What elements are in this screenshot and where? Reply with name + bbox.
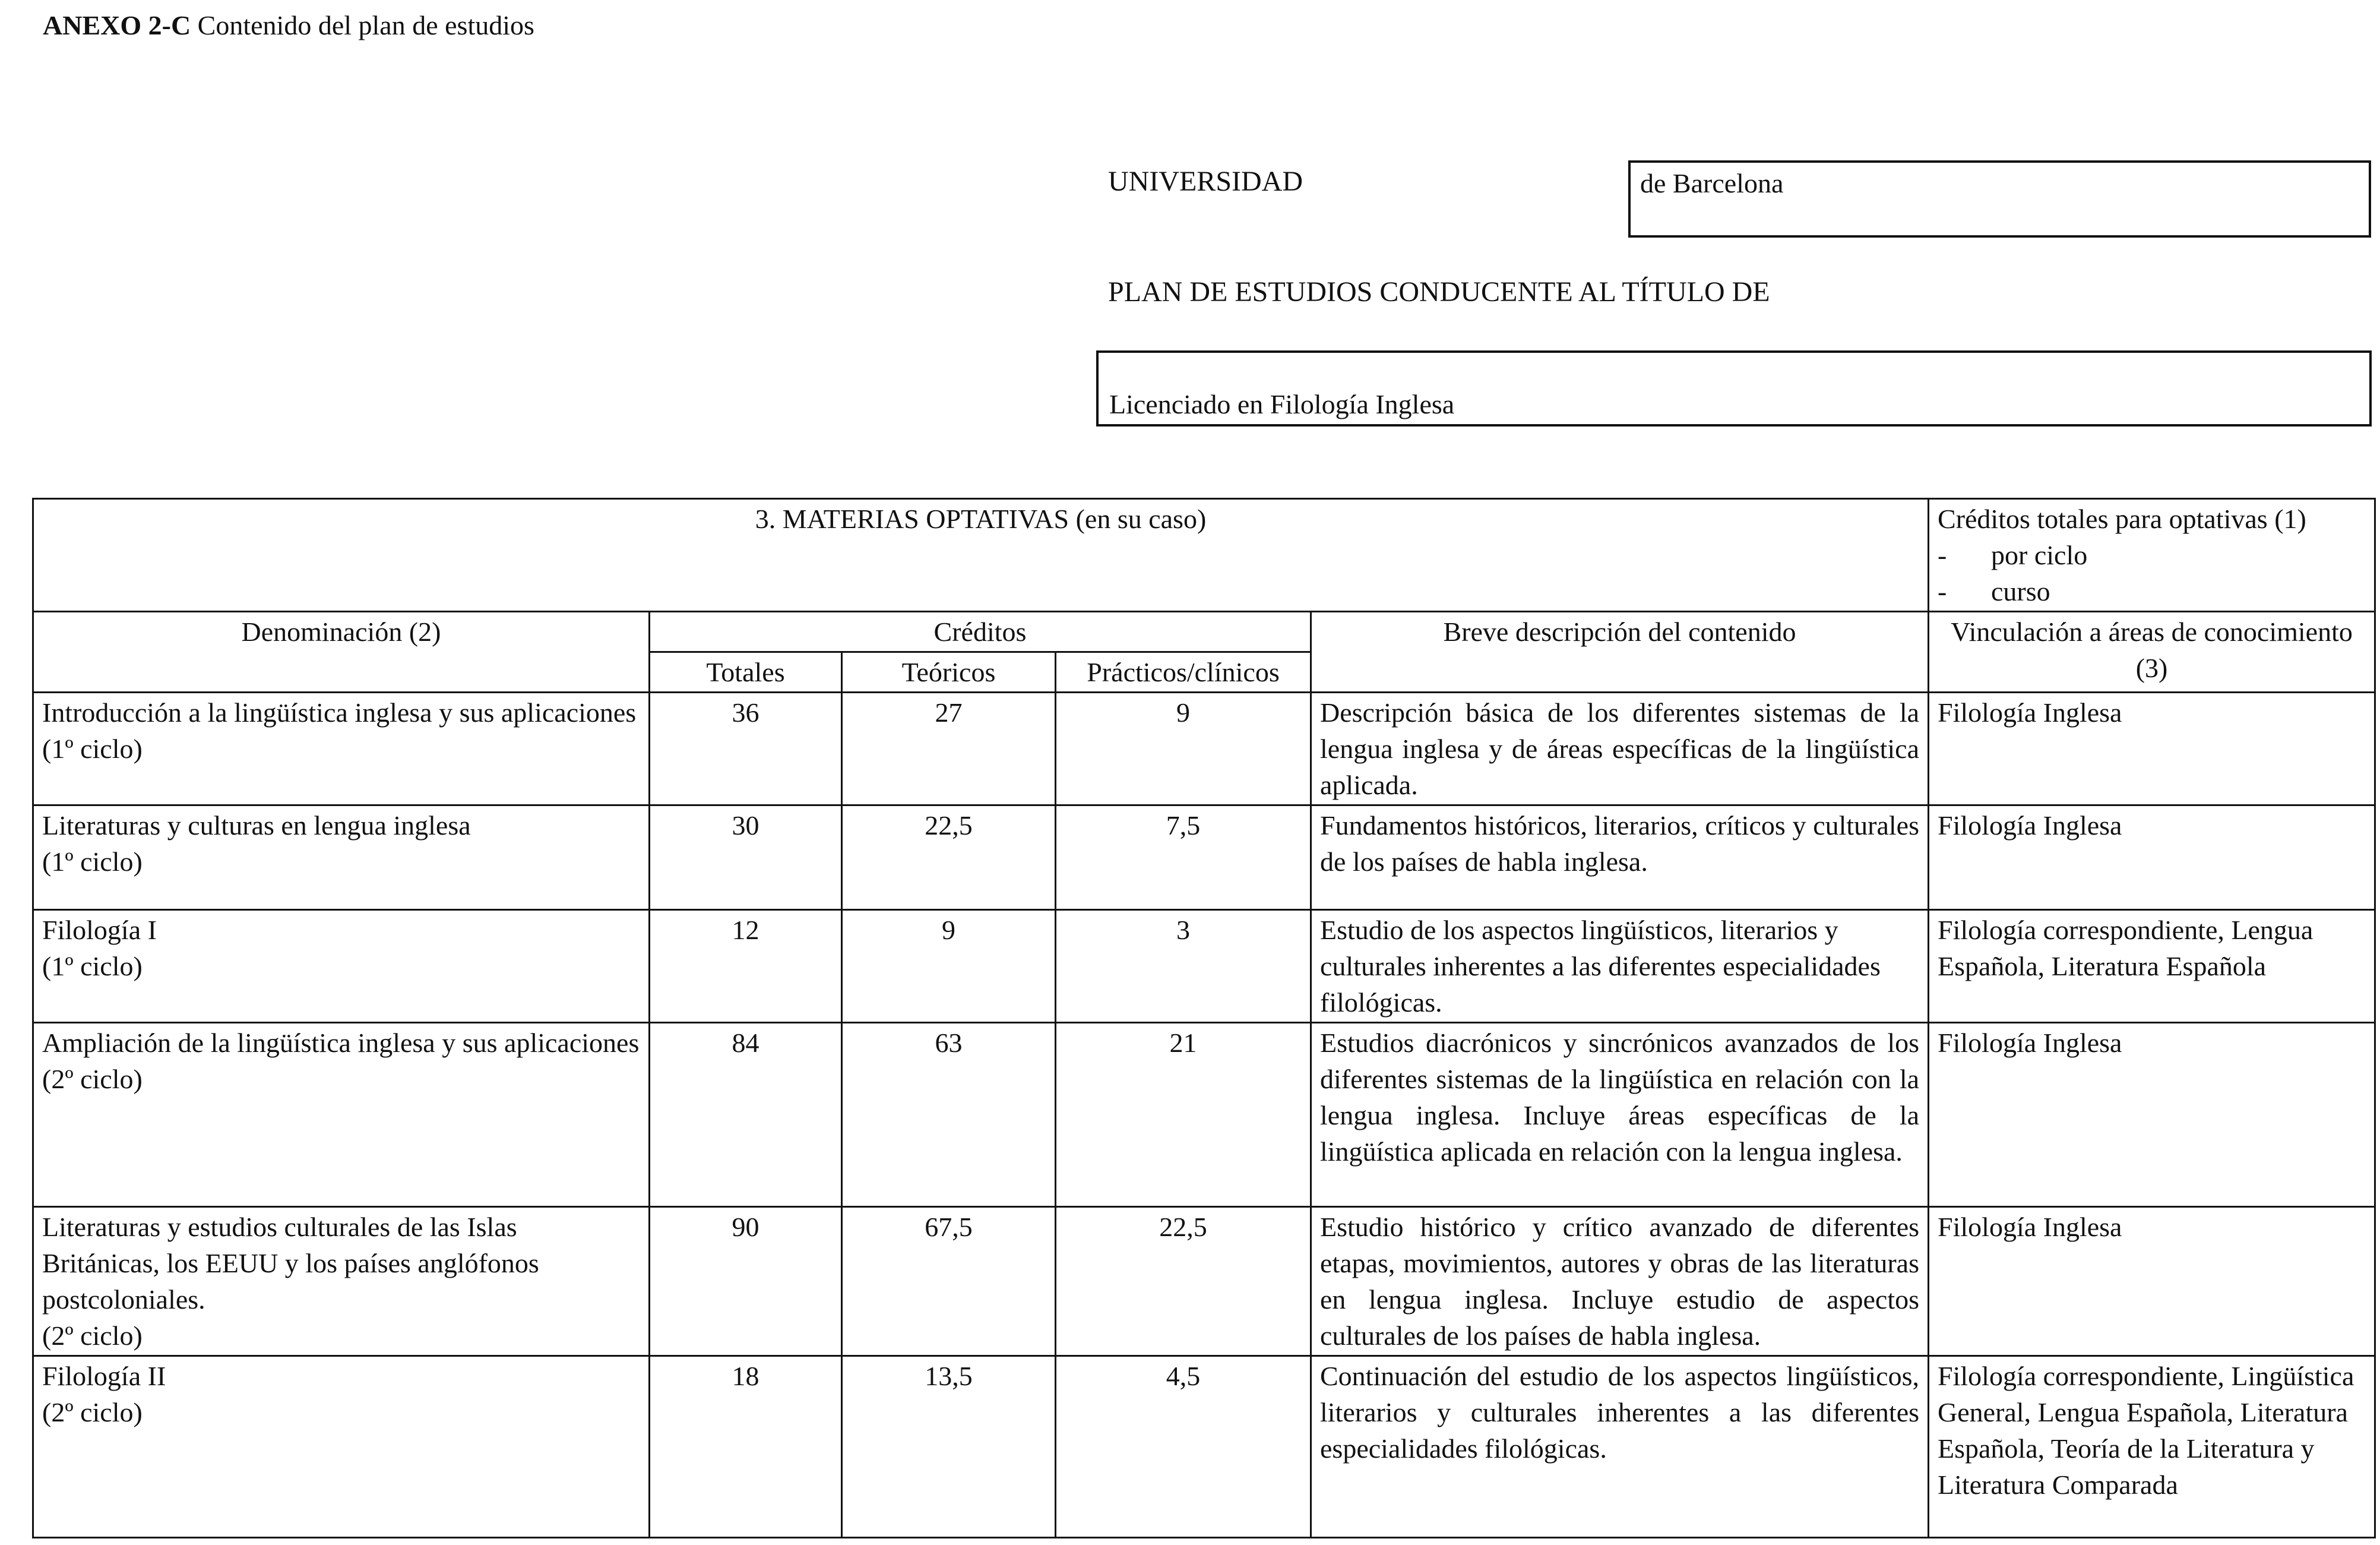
subject-cycle: (2º ciclo)	[42, 1320, 143, 1351]
subject-name-cell	[33, 805, 650, 910]
credits-teoricos: 67,5	[842, 1207, 1056, 1356]
credits-teoricos: 9	[842, 910, 1056, 1023]
credits-practicos: 22,5	[1056, 1207, 1311, 1356]
credits-totales: 18	[650, 1356, 842, 1538]
subject-description: Estudio histórico y crítico avanzado de diferentes etapas, movimientos, autores y obras de las literaturas en lengua inglesa. Incluye estudio de aspectos culturales de los países de habla inglesa.	[1311, 1207, 1929, 1356]
university-label: UNIVERSIDAD	[1108, 166, 1303, 197]
subject-description: Descripción básica de los diferentes sistemas de la lengua inglesa y de áreas específicas de la lingüística aplicada.	[1311, 693, 1929, 805]
col-header-creditos: Créditos	[650, 612, 1311, 652]
credits-total-cell	[1929, 499, 2375, 612]
subject-name: Literaturas y estudios culturales de las Islas Británicas, los EEUU y los países anglófonos postcoloniales.	[42, 1212, 539, 1315]
credits-teoricos: 13,5	[842, 1356, 1056, 1538]
university-field	[1628, 160, 2371, 238]
subject-description: Continuación del estudio de los aspectos lingüísticos, literarios y culturales inherentes a las diferentes especialidades filológicas.	[1311, 1356, 1929, 1538]
credits-total-list	[1938, 537, 2366, 609]
credits-practicos: 21	[1056, 1023, 1311, 1207]
subject-name-cell	[33, 910, 650, 1023]
subject-name-cell	[33, 1207, 650, 1356]
col-header-practicos: Prácticos/clínicos	[1056, 652, 1311, 693]
subject-name: Ampliación de la lingüística inglesa y sus aplicaciones	[42, 1028, 640, 1058]
subject-areas: Filología Inglesa	[1929, 805, 2375, 910]
subject-name: Filología I	[42, 915, 157, 945]
table-row	[33, 910, 2375, 1023]
subject-name-cell	[33, 1356, 650, 1538]
subject-description: Estudio de los aspectos lingüísticos, literarios y culturales inherentes a las diferentes especialidades filológicas.	[1311, 910, 1929, 1023]
header-row-1	[33, 612, 2375, 652]
table-row	[33, 1356, 2375, 1538]
subject-name-cell	[33, 1023, 650, 1207]
credits-total-label: Créditos totales para optativas (1)	[1938, 504, 2306, 534]
annex-code: ANEXO 2-C	[43, 10, 191, 40]
credits-teoricos: 63	[842, 1023, 1056, 1207]
subject-name-cell	[33, 693, 650, 805]
credits-practicos: 9	[1056, 693, 1311, 805]
subject-areas: Filología Inglesa	[1929, 1207, 2375, 1356]
subject-areas: Filología correspondiente, Lingüística General, Lengua Española, Literatura Española, Teoría de la Literatura y Literatura Comparada	[1929, 1356, 2375, 1538]
table-title-row	[33, 499, 2375, 612]
annex-heading	[43, 10, 534, 41]
subject-areas: Filología Inglesa	[1929, 693, 2375, 805]
col-header-denominacion: Denominación (2)	[33, 612, 650, 693]
col-header-teoricos: Teóricos	[842, 652, 1056, 693]
degree-value: Licenciado en Filología Inglesa	[1109, 389, 1455, 419]
optional-subjects-table	[32, 498, 2376, 1538]
subject-cycle: (1º ciclo)	[42, 846, 143, 877]
subject-cycle: (2º ciclo)	[42, 1064, 143, 1094]
credits-totales: 36	[650, 693, 842, 805]
credits-per-cycle: por ciclo	[1991, 540, 2088, 570]
subject-cycle: (1º ciclo)	[42, 734, 143, 764]
table-row	[33, 1023, 2375, 1207]
table-row	[33, 1207, 2375, 1356]
subject-name: Literaturas y culturas en lengua inglesa	[42, 810, 471, 841]
table-row	[33, 805, 2375, 910]
col-header-vinculacion: Vinculación a áreas de conocimiento (3)	[1929, 612, 2375, 693]
subject-areas: Filología correspondiente, Lengua Española, Literatura Española	[1929, 910, 2375, 1023]
subject-description: Estudios diacrónicos y sincrónicos avanzados de los diferentes sistemas de la lingüística en relación con la lengua inglesa. Incluye áreas específicas de la lingüística aplicada en relación con la lengua inglesa.	[1311, 1023, 1929, 1207]
credits-practicos: 3	[1056, 910, 1311, 1023]
col-header-descripcion: Breve descripción del contenido	[1311, 612, 1929, 693]
table-title-text: 3. MATERIAS OPTATIVAS (en su caso)	[755, 504, 1207, 534]
annex-title: Contenido del plan de estudios	[197, 10, 534, 40]
subject-cycle: (1º ciclo)	[42, 951, 143, 981]
col-header-totales: Totales	[650, 652, 842, 693]
list-item: - curso	[1938, 573, 2366, 609]
credits-totales: 12	[650, 910, 842, 1023]
plan-label: PLAN DE ESTUDIOS CONDUCENTE AL TÍTULO DE	[1108, 276, 1770, 308]
subject-description: Fundamentos históricos, literarios, críticos y culturales de los países de habla inglesa.	[1311, 805, 1929, 910]
subject-areas: Filología Inglesa	[1929, 1023, 2375, 1207]
credits-teoricos: 27	[842, 693, 1056, 805]
credits-practicos: 7,5	[1056, 805, 1311, 910]
table-title	[33, 499, 1929, 612]
degree-field	[1096, 350, 2372, 426]
credits-teoricos: 22,5	[842, 805, 1056, 910]
subject-cycle: (2º ciclo)	[42, 1397, 143, 1427]
credits-totales: 30	[650, 805, 842, 910]
credits-practicos: 4,5	[1056, 1356, 1311, 1538]
list-item: - por ciclo	[1938, 537, 2366, 573]
credits-course: curso	[1991, 576, 2050, 606]
subject-name: Filología II	[42, 1361, 166, 1391]
credits-totales: 84	[650, 1023, 842, 1207]
credits-totales: 90	[650, 1207, 842, 1356]
subject-name: Introducción a la lingüística inglesa y sus aplicaciones	[42, 697, 637, 728]
table-row	[33, 693, 2375, 805]
university-value: de Barcelona	[1640, 168, 1784, 198]
